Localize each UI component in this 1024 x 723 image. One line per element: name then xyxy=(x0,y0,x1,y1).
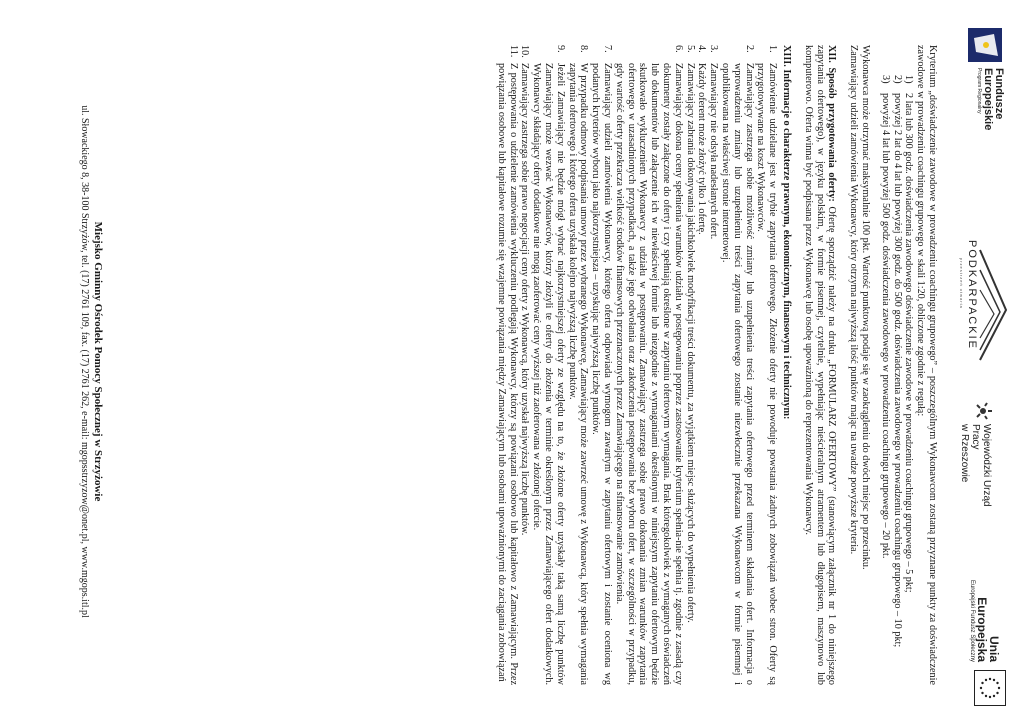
wup-line2: w Rzeszowie xyxy=(959,424,970,483)
pk-name: PODKARPACKIE xyxy=(966,240,978,350)
section-13-list xyxy=(495,45,778,685)
list-item-text: powyżej 4 lat lub powyżej 500 godz. doświadczenia zawodowego w prowadzeniu coachingu grupowego – 20 pkt. xyxy=(879,93,891,559)
list-item-text: 2 lata lub 300 godz. doświadczenia zawodowego doświadczenie zawodowe w prowadzeniu coachingu grupowego – 5 pkt; xyxy=(903,93,915,593)
list-item-text: Zamawiający nie odsyła nadesłanych ofert. xyxy=(708,63,720,240)
list-item xyxy=(684,45,696,685)
podkarpackie-mountains-icon xyxy=(978,240,1008,370)
list-item xyxy=(707,45,719,685)
eu-flag-icon xyxy=(974,670,1006,706)
list-item xyxy=(519,45,531,685)
list-item-number: 3. xyxy=(708,45,720,53)
criterion-award: Zamawiający udzieli zamówienia Wykonawcy, który otrzyma najwyższą ilość punktów mając na uwadze powyższe kryteria. xyxy=(848,45,860,555)
footer-organization: Miejsko Gminny Ośrodek Pomocy Społecznej w Strzyżowie xyxy=(92,221,104,502)
list-item-text: Z postępowania o udzielenie zamówienia wykluczeniu podlegają Wykonawcy, którzy są powiązani osobowo lub kapitałowo z Zamawiającym. Przez powiązania osobowe lub kapitałowe rozumie się wzajemne powiązania między Zamawiającym lub osobami upoważnionymi do zaciągania zobowiązań xyxy=(495,63,519,685)
list-item-number: 5. xyxy=(684,45,696,53)
list-item-number: 4. xyxy=(696,45,708,53)
list-item xyxy=(903,75,915,685)
list-item-number: 11. xyxy=(507,45,519,58)
list-item-number: 7. xyxy=(602,45,614,53)
list-item xyxy=(566,45,590,685)
list-item-number: 1. xyxy=(767,45,779,53)
list-item-number: 10. xyxy=(519,45,531,58)
list-item-number: 2) xyxy=(891,75,903,84)
list-item xyxy=(589,45,613,685)
ue-line1: Unia Europejska xyxy=(975,597,1001,662)
list-item-number: 1) xyxy=(903,75,915,84)
list-item-text: Zamówienie udzielane jest w trybie zapytania ofertowego. Złożenie oferty nie powoduje powstania żadnych zobowiązań wobec stron. Oferty są przygotowywane na koszt Wykonawców. xyxy=(755,63,779,685)
footer-address: ul. Słowackiego 8, 38-100 Strzyżów, tel. (17) 2761 109, fax. (17) 2761 262, e-mail: mgopsstrzyzow@onet.pl, www.mgops.itl.pl xyxy=(79,105,90,618)
unia-europejska-logo xyxy=(958,570,1008,710)
list-item-text: Zamawiający zastrzega sobie prawo negocjacji ceny oferty z Wykonawcą, który uzyskał najwyższą liczbę punktów. xyxy=(519,63,531,536)
wup-line1: Wojewódzki Urząd Pracy xyxy=(970,424,992,507)
list-item xyxy=(719,45,754,685)
section-13-heading: XIII. Informacje o charakterze prawnym, ekonomicznym, finansowym i technicznym: xyxy=(781,45,793,420)
list-item-text: Zamawiający dokona oceny spełnienia warunków udziału w postępowaniu poprzez zastosowanie kryterium spełnia-nie spełnia tj. zgodnie z zasadą czy dokumenty zostały załączone do oferty i czy spełniają określone w zapytaniu ofertowym wymagania. Brak któregokolwiek z wymaganych oświadczeń lub dokumentów lub załączenie ich w niewłaściwej formie lub niezgodnie z wymaganiami określonymi w niniejszym zapytaniu ofertowym będzie skutkowało wykluczeniem Wykonawcy z udziału w postępowaniu. Zamawiający zastrzega sobie prawo dokonania zmian warunków zapytania ofertowego w uzasadnionych przypadkach, a także jego odwołania oraz zakończenia postępowania bez wyboru ofert, w szczególności w przypadku, gdy wartość oferty przekracza wielkość środków finansowych przeznaczonych przez Zamawiającego na sfinansowanie zamówienia. xyxy=(613,63,684,685)
fe-flag-icon xyxy=(968,28,1002,62)
logo-header xyxy=(946,0,1024,723)
pk-tagline: przestrzeń otwarta xyxy=(959,258,964,309)
list-item-text: W przypadku odmowy podpisania umowy przez wybranego Wykonawcę, Zamawiający może zawrzeć umowę z Wykonawcą, który spełnia wymagania zapytania ofertowego i którego oferta uzyskała kolejno najwyższą liczbę punktów. xyxy=(566,63,590,685)
list-item xyxy=(891,75,903,685)
list-item-number: 6. xyxy=(672,45,684,53)
wup-logo xyxy=(958,400,1008,520)
list-item-text: Zamawiający zabrania dokonywania jakichkolwiek modyfikacji treści dokumentu, za wyjątkiem miejsc służących do wypełnienia oferty. xyxy=(684,63,696,623)
fe-line1: Fundusze xyxy=(993,68,1005,120)
wup-emblem-icon xyxy=(972,400,994,422)
ue-line2: Europejski Fundusz Społeczny xyxy=(969,579,975,662)
document-body xyxy=(495,45,938,685)
fe-line3: Program Regionalny xyxy=(976,68,982,114)
fundusze-europejskie-logo xyxy=(958,28,1005,178)
criterion-list xyxy=(879,45,914,685)
section-12-heading: XII. Sposób przygotowania oferty: xyxy=(826,45,838,202)
list-item xyxy=(879,75,891,685)
list-item xyxy=(495,45,519,685)
podkarpackie-logo xyxy=(958,240,1008,370)
list-item-text: Jeżeli Zamawiający nie będzie mógł wybrać najkorzystniejszej oferty ze względu na to, że złożone oferty uzyskały taką samą liczbę punktów Zamawiający może wezwać Wykonawców, którzy złożyli te oferty do złożenia w terminie określonym przez Zamawiającego ofert dodatkowych. Wykonawcy składający oferty dodatkowe nie mogą zaoferować ceny wyższej niż zaoferowana w złożonej ofercie. xyxy=(531,63,566,685)
list-item-text: Każdy oferent może złożyć tylko 1 ofertę. xyxy=(696,63,708,235)
fe-line2: Europejskie xyxy=(982,68,994,131)
list-item xyxy=(696,45,708,685)
list-item-number: 8. xyxy=(578,45,590,53)
list-item xyxy=(755,45,779,685)
page-footer xyxy=(78,0,104,723)
list-item-number: 2. xyxy=(743,45,755,53)
criterion-max-points: Wykonawca może otrzymać maksymalnie 100 pkt. Wartość punktową podaje się w zaokrągleniu do dwóch miejsc po przecinku. xyxy=(860,45,872,570)
list-item-number: 3) xyxy=(879,75,891,84)
list-item-text: Zamawiający zastrzega sobie możliwość zmiany lub uzupełnienia treści zapytania ofertowego przed terminem składania ofert. Informacja o wprowadzeniu zmiany lub uzupełnieniu treści zapytania ofertowego zostanie niezwłocznie przekazana Wykonawcom w formie pisemnej i opublikowana na właściwej stronie internetowej. xyxy=(720,63,755,685)
section-12-text: Ofertę sporządzić należy na druku „FORMULARZ OFERTOWY” (stanowiącym załącznik nr 1 do niniejszego zapytania ofertowego), w języku polskim, w formie pisemnej, czytelnie, wypełniając nieścieralnym atramentem lub długopisem, maszynowo lub komputerowo. Oferta winna być podpisana przez Wykonawcę lub osobę upoważnioną do reprezentowania Wykonawcy. xyxy=(802,45,838,685)
list-item-text: powyżej 2 lat do 4 lat lub powyżej 300 godz. do 500 godz. doświadczenia zawodowego w prowadzeniu coachingu grupowego – 10 pkt; xyxy=(891,93,903,648)
list-item-text: Zamawiający udzieli zamówienia Wykonawcy, którego oferta odpowiada wymogom zawartym w zapytaniu ofertowym i zostanie oceniona wg podanych kryteriów wyboru jako najkorzystniejsza – uzyskując najwyższą liczbę punktów. xyxy=(590,63,614,685)
list-item-number: 9. xyxy=(554,45,566,53)
list-item xyxy=(531,45,566,685)
criterion-intro: Kryterium „doświadczenie zawodowe w prowadzeniu coachingu grupowego” – poszczególnym Wykonawcom zostaną przyznane punkty za doświadczenie zawodowe w prowadzeniu coachingu grupowego w skali 1:20, obliczone zgodnie z regułą: xyxy=(915,45,938,685)
list-item xyxy=(613,45,684,685)
section-12 xyxy=(802,45,837,685)
